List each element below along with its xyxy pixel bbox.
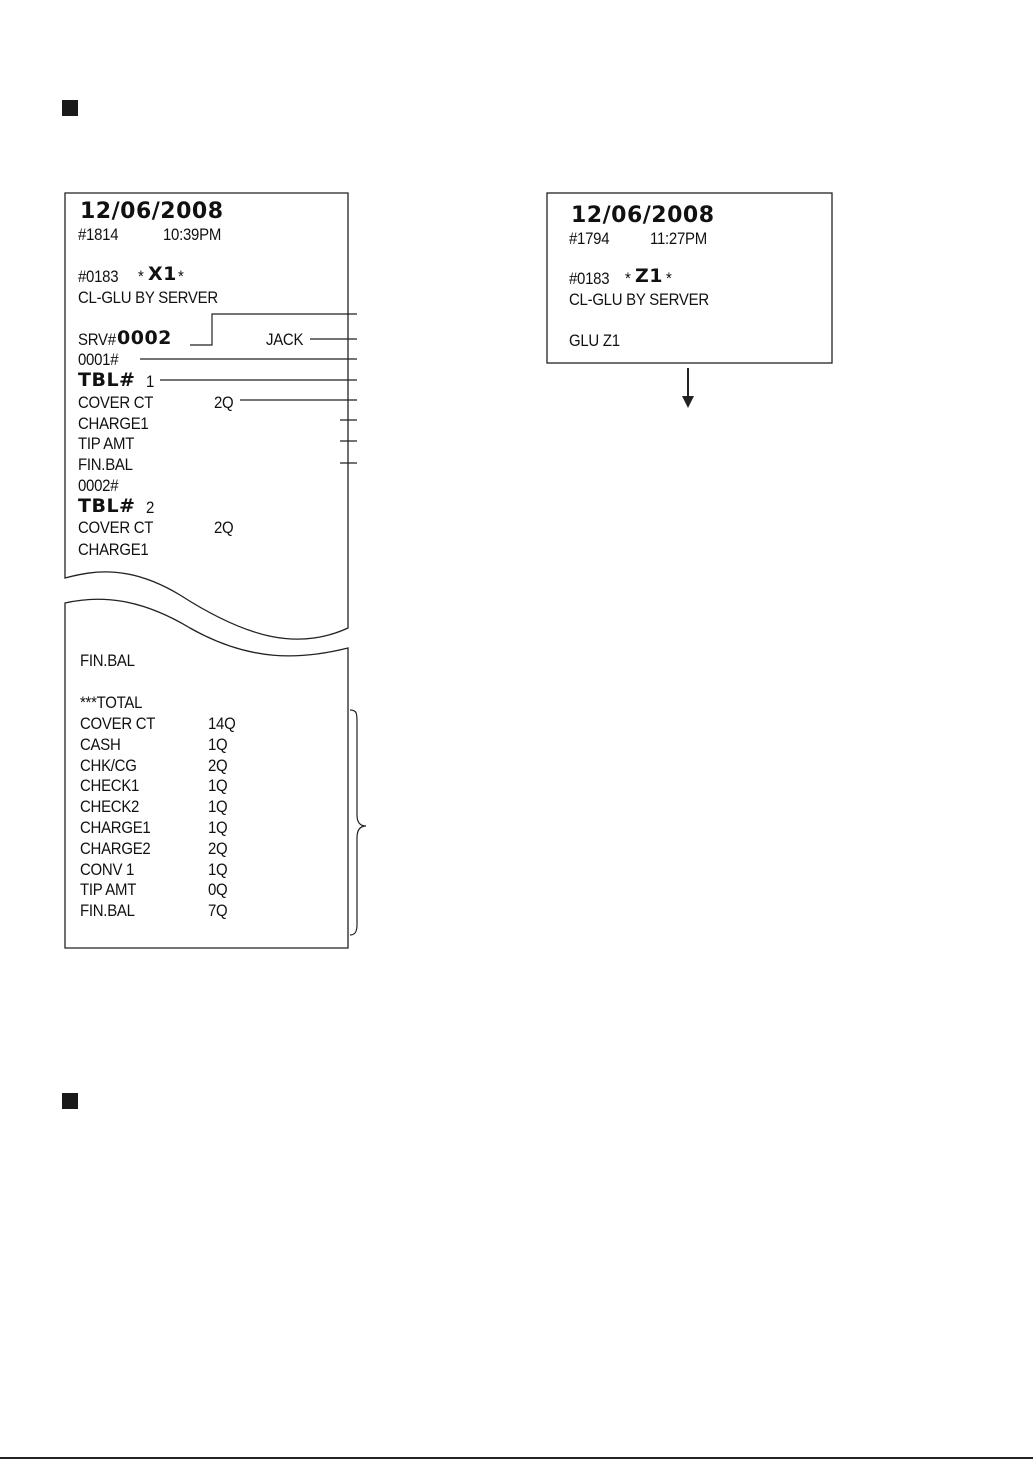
total-row-label: CHK/CG — [80, 756, 137, 775]
total-row-label: CASH — [80, 735, 121, 754]
mode-suffix: * — [666, 269, 672, 288]
server-code: 0002 — [117, 327, 172, 349]
guest-check-number: 0002# — [78, 476, 119, 495]
total-row-qty: 1Q — [208, 735, 228, 754]
glu-label: GLU Z1 — [569, 331, 620, 350]
total-row-qty: 2Q — [208, 839, 228, 858]
report-title: CL-GLU BY SERVER — [78, 288, 218, 307]
report-time: 10:39PM — [163, 225, 222, 244]
tip-label: TIP AMT — [78, 434, 135, 453]
total-row-qty: 7Q — [208, 901, 228, 920]
total-row-qty: 14Q — [208, 714, 236, 733]
total-row-qty: 1Q — [208, 797, 228, 816]
table-number: 1 — [146, 372, 155, 391]
total-row-label: COVER CT — [80, 714, 156, 733]
brace-icon — [350, 710, 366, 935]
report-number: #0183 — [78, 267, 119, 286]
cover-count-label: COVER CT — [78, 393, 154, 412]
mode-mark: X1 — [148, 263, 177, 285]
charge-label: CHARGE1 — [78, 414, 149, 433]
down-arrow-icon — [682, 368, 694, 408]
cover-count-qty: 2Q — [214, 518, 234, 537]
cover-count-qty: 2Q — [214, 393, 234, 412]
consecutive-number: #1794 — [569, 229, 610, 248]
total-row-label: FIN.BAL — [80, 901, 135, 920]
total-row-qty: 1Q — [208, 860, 228, 879]
table-number: 2 — [146, 498, 155, 517]
total-row-label: CHECK2 — [80, 797, 140, 816]
total-row-qty: 1Q — [208, 776, 228, 795]
mode-mark: Z1 — [635, 265, 663, 287]
server-label: SRV# — [78, 330, 116, 349]
table-label: TBL# — [78, 369, 136, 391]
report-time: 11:27PM — [650, 229, 707, 248]
mode-prefix: * — [625, 269, 631, 288]
total-row-label: CHECK1 — [80, 776, 140, 795]
server-name: JACK — [266, 330, 304, 349]
receipt-date: 12/06/2008 — [571, 203, 715, 228]
report-number: #0183 — [569, 269, 610, 288]
charge-label: CHARGE1 — [78, 540, 149, 559]
total-heading: ***TOTAL — [80, 693, 143, 712]
total-row-label: TIP AMT — [80, 880, 137, 899]
total-row-label: CHARGE2 — [80, 839, 151, 858]
total-row-qty: 0Q — [208, 880, 228, 899]
final-balance-label: FIN.BAL — [80, 651, 135, 670]
cover-count-label: COVER CT — [78, 518, 154, 537]
final-balance-label: FIN.BAL — [78, 455, 133, 474]
total-row-qty: 2Q — [208, 756, 228, 775]
mode-prefix: * — [138, 267, 144, 286]
total-row-label: CONV 1 — [80, 860, 135, 879]
receipt-date: 12/06/2008 — [80, 199, 224, 224]
consecutive-number: #1814 — [78, 225, 119, 244]
report-title: CL-GLU BY SERVER — [569, 290, 709, 309]
guest-check-number: 0001# — [78, 350, 119, 369]
mode-suffix: * — [178, 267, 184, 286]
leader-lines — [140, 314, 357, 463]
total-row-qty: 1Q — [208, 818, 228, 837]
table-label: TBL# — [78, 495, 136, 517]
total-row-label: CHARGE1 — [80, 818, 151, 837]
